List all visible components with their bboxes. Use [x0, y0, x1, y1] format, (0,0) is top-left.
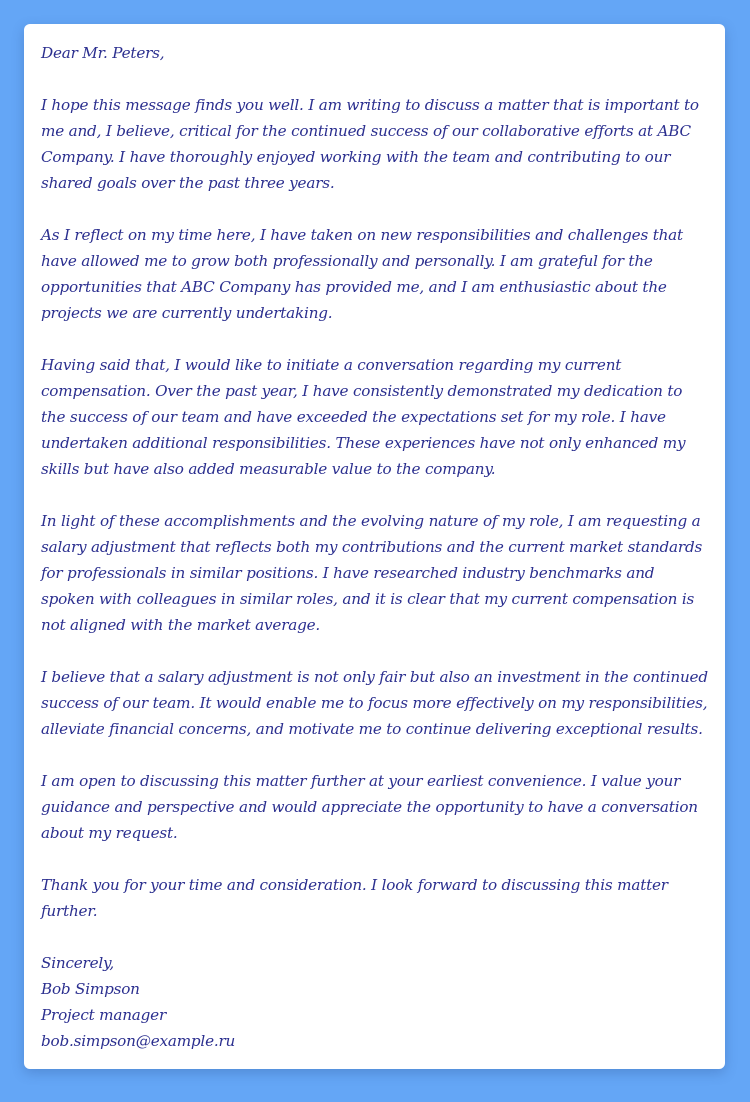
signature-block	[41, 950, 711, 1054]
sender-email: bob.simpson@example.ru	[41, 1032, 236, 1050]
letter-paragraph-4: In light of these accomplishments and the evolving nature of my role, I am requesting a salary adjustment that reflects both my contributions and the current market standards for professionals in similar positions. I have researched industry benchmarks and spoken with colleagues in similar roles, and it is clear that my current compensation is not aligned with the market average.	[41, 512, 707, 634]
letter-paragraph-7: Thank you for your time and consideration. I look forward to discussing this matter further.	[41, 876, 673, 920]
letter-paragraph-3: Having said that, I would like to initiate a conversation regarding my current compensation. Over the past year, I have consistently demonstrated my dedication to the success of our team and have exceeded the expectations set for my role. I have undertaken additional responsibilities. These experiences have not only enhanced my skills but have also added measurable value to the company.	[41, 356, 691, 478]
sender-title: Project manager	[41, 1006, 167, 1024]
closing-text: Sincerely,	[41, 954, 115, 972]
letter-paragraph-1: I hope this message finds you well. I am writing to discuss a matter that is important to me and, I believe, critical for the continued success of our collaborative efforts at ABC Company. I have thoroughly enjoyed working with the team and contributing to our shared goals over the past three years.	[41, 96, 704, 192]
letter-card	[24, 24, 725, 1069]
sender-name: Bob Simpson	[41, 980, 140, 998]
letter-paragraph-6: I am open to discussing this matter further at your earliest convenience. I value your guidance and perspective and would appreciate the opportunity to have a conversation about my request.	[41, 772, 703, 842]
letter-paragraph-5: I believe that a salary adjustment is not only fair but also an investment in the continued success of our team. It would enable me to focus more effectively on my responsibilities, alleviate financial concerns, and motivate me to continue delivering exceptional results.	[41, 668, 713, 738]
letter-paragraph-2: As I reflect on my time here, I have taken on new responsibilities and challenges that have allowed me to grow both professionally and personally. I am grateful for the opportunities that ABC Company has provided me, and I am enthusiastic about the projects we are currently undertaking.	[41, 226, 688, 322]
letter-salutation: Dear Mr. Peters,	[41, 44, 165, 62]
